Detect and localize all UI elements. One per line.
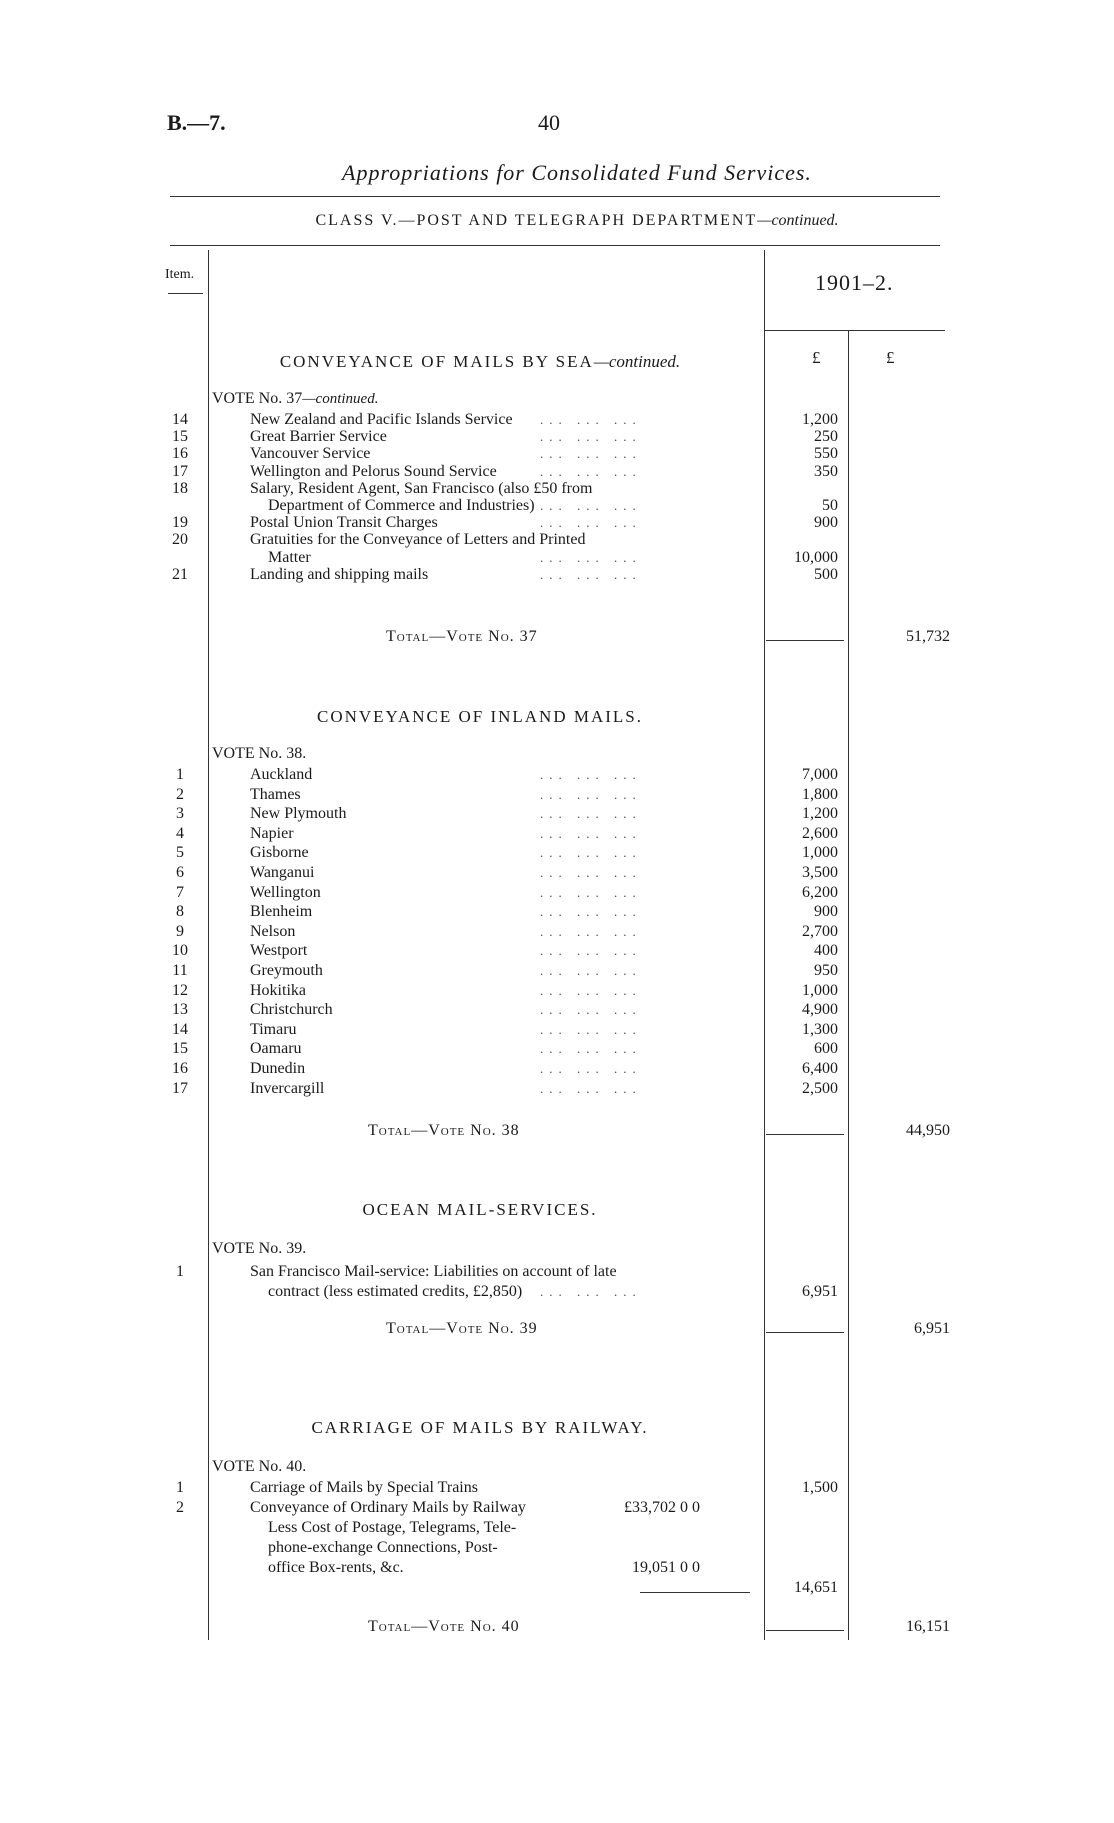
table-row xyxy=(0,1538,1114,1558)
pound-sign-detail: £ xyxy=(812,348,821,367)
item-amount: 350 xyxy=(814,462,838,480)
item-description: Postal Union Transit Charges xyxy=(250,514,438,532)
item-description: New Zealand and Pacific Islands Service xyxy=(250,411,513,428)
sub-amount: 19,051 0 0 xyxy=(632,1559,700,1576)
vote-37-text: VOTE No. 37 xyxy=(212,390,303,407)
item-amount: 1,300 xyxy=(802,1020,838,1038)
item-description: Less Cost of Postage, Telegrams, Tele- xyxy=(268,1519,517,1536)
table-row xyxy=(0,1000,1114,1020)
item-description: Vancouver Service xyxy=(250,445,371,463)
item-description: Greymouth xyxy=(250,962,323,979)
year-rule xyxy=(765,330,945,331)
table-row xyxy=(0,961,1114,981)
leader-dots: ... ... ... xyxy=(540,1080,642,1096)
item-number: 17 xyxy=(172,462,188,480)
table-row xyxy=(0,1498,1114,1518)
leader-dots: ... ... ... xyxy=(540,923,642,939)
item-amount: 1,000 xyxy=(802,844,838,862)
table-row xyxy=(0,941,1114,961)
item-description: Wanganui xyxy=(250,864,315,881)
leader-dots: ... ... ... xyxy=(540,865,642,880)
item-number: 20 xyxy=(172,531,188,549)
item-description: Oamaru xyxy=(250,1040,302,1058)
item-number: 6 xyxy=(176,864,184,881)
item-amount: 1,800 xyxy=(802,785,838,803)
vote-37-continued: —continued. xyxy=(302,391,379,407)
leader-dots: ... ... ... xyxy=(540,463,642,479)
table-row xyxy=(0,1079,1114,1099)
item-description: Wellington and Pelorus Sound Service xyxy=(250,462,497,480)
page-number: 40 xyxy=(538,110,560,135)
item-amount: 250 xyxy=(814,428,838,446)
leader-dots: ... ... ... xyxy=(540,884,642,900)
section-title-railway: CARRIAGE OF MAILS BY RAILWAY. xyxy=(311,1418,649,1437)
item-number: 3 xyxy=(176,805,184,823)
item-description: Christchurch xyxy=(250,1001,333,1019)
leader-dots: ... ... ... xyxy=(540,845,642,861)
item-underline xyxy=(168,293,203,294)
item-description: Thames xyxy=(250,785,301,803)
item-number: 9 xyxy=(176,922,184,940)
vote-40-total-rule xyxy=(766,1630,844,1631)
table-row xyxy=(0,1020,1114,1040)
section-title-inland: CONVEYANCE OF INLAND MAILS. xyxy=(317,707,643,726)
item-amount: 900 xyxy=(814,903,838,921)
leader-dots: ... ... ... xyxy=(540,429,642,445)
section-title-ocean: OCEAN MAIL-SERVICES. xyxy=(362,1200,598,1219)
vote-37-total-label-text: Total—Vote No. 37 xyxy=(386,628,538,645)
item-description: contract (less estimated credits, £2,850) xyxy=(268,1283,523,1300)
item-description: Department of Commerce and Industries) xyxy=(268,497,535,514)
item-amount: 2,500 xyxy=(802,1079,838,1097)
item-description: Auckland xyxy=(250,766,313,783)
item-amount: 1,200 xyxy=(802,411,838,428)
leader-dots: ... ... ... xyxy=(540,1021,642,1037)
table-row xyxy=(0,1558,1114,1578)
item-amount: 2,600 xyxy=(802,824,838,842)
header-rule xyxy=(170,245,940,246)
item-description: Wellington xyxy=(250,883,321,901)
table-row xyxy=(0,1262,1114,1282)
item-number: 5 xyxy=(176,844,184,862)
leader-dots: ... ... ... xyxy=(540,904,642,920)
item-number: 8 xyxy=(176,903,184,921)
sub-amount: £33,702 0 0 xyxy=(624,1499,700,1516)
item-description: New Plymouth xyxy=(250,805,347,823)
vote-40-total-label-text: Total—Vote No. 40 xyxy=(368,1618,520,1635)
item-description: Invercargill xyxy=(250,1079,325,1097)
item-amount: 6,400 xyxy=(802,1060,838,1077)
item-description: Westport xyxy=(250,942,308,960)
item-number: 14 xyxy=(172,1020,188,1038)
vote-39-label: VOTE No. 39. xyxy=(212,1240,307,1257)
vote-38-total-amount: 44,950 xyxy=(906,1122,950,1139)
item-amount: 950 xyxy=(814,962,838,979)
class-heading-continued: —continued. xyxy=(757,212,839,229)
item-number: 16 xyxy=(172,1060,188,1077)
leader-dots: ... ... ... xyxy=(540,806,642,822)
item-number: 16 xyxy=(172,445,188,463)
leader-dots: ... ... ... xyxy=(540,982,642,998)
vote-39-total-label xyxy=(386,1320,538,1338)
vote-40-total-amount: 16,151 xyxy=(906,1618,950,1635)
item-description: office Box-rents, &c. xyxy=(268,1559,404,1576)
section-title-sea-continued: —continued. xyxy=(593,352,681,371)
page-title: Appropriations for Consolidated Fund Services. xyxy=(342,160,812,185)
leader-dots: ... ... ... xyxy=(540,549,642,565)
table-row xyxy=(0,883,1114,903)
year-column-header: 1901–2. xyxy=(815,270,894,295)
item-amount: 400 xyxy=(814,942,838,960)
table-row xyxy=(0,843,1114,863)
class-heading-text: CLASS V.—POST AND TELEGRAPH DEPARTMENT xyxy=(315,212,758,229)
document-reference: B.—7. xyxy=(167,110,226,135)
pound-sign-total: £ xyxy=(886,348,895,367)
item-description: Matter xyxy=(268,548,311,566)
vote-37-total-label xyxy=(386,628,538,646)
item-amount: 900 xyxy=(814,514,838,532)
leader-dots: ... ... ... xyxy=(540,498,642,513)
table-row xyxy=(0,1478,1114,1498)
title-rule xyxy=(170,196,940,197)
item-number: 2 xyxy=(176,1499,184,1516)
table-row xyxy=(0,785,1114,805)
leader-dots: ... ... ... xyxy=(540,767,642,782)
table-row xyxy=(0,981,1114,1001)
item-amount: 6,951 xyxy=(802,1283,838,1300)
item-amount: 7,000 xyxy=(802,766,838,783)
item-description: Napier xyxy=(250,824,294,842)
item-description: San Francisco Mail-service: Liabilities on account of late xyxy=(250,1263,617,1280)
leader-dots: ... ... ... xyxy=(540,412,642,427)
table-row xyxy=(0,804,1114,824)
table-row xyxy=(0,765,1114,785)
item-number: 21 xyxy=(172,565,188,583)
class-heading xyxy=(0,212,1114,230)
item-number: 15 xyxy=(172,1040,188,1058)
leader-dots: ... ... ... xyxy=(540,1061,642,1076)
vote-40-label: VOTE No. 40. xyxy=(212,1458,307,1475)
table-row xyxy=(0,863,1114,883)
table-row xyxy=(0,565,1114,585)
item-description: Gratuities for the Conveyance of Letters and Printed xyxy=(250,531,586,549)
item-description: phone-exchange Connections, Post- xyxy=(268,1539,498,1556)
item-number: 1 xyxy=(176,1263,184,1280)
item-amount: 1,500 xyxy=(802,1479,838,1496)
item-amount: 2,700 xyxy=(802,922,838,940)
table-row xyxy=(0,1518,1114,1538)
item-number: 2 xyxy=(176,785,184,803)
item-amount: 50 xyxy=(822,497,838,514)
item-description: Great Barrier Service xyxy=(250,428,387,446)
table-row xyxy=(0,824,1114,844)
vote-37-total-amount: 51,732 xyxy=(906,628,950,645)
item-number: 12 xyxy=(172,981,188,999)
item-amount: 3,500 xyxy=(802,864,838,881)
table-row xyxy=(0,1059,1114,1079)
item-amount: 1,000 xyxy=(802,981,838,999)
leader-dots: ... ... ... xyxy=(540,1284,642,1299)
table-row xyxy=(0,1039,1114,1059)
vote-39-total-rule xyxy=(766,1332,844,1333)
leader-dots: ... ... ... xyxy=(540,825,642,841)
item-number: 4 xyxy=(176,824,184,842)
item-amount: 14,651 xyxy=(794,1579,838,1596)
vote-37-label xyxy=(212,390,378,408)
item-description: Dunedin xyxy=(250,1060,306,1077)
item-number: 1 xyxy=(176,1479,184,1496)
vote-38-total-label-text: Total—Vote No. 38 xyxy=(368,1122,520,1139)
item-number: 13 xyxy=(172,1001,188,1019)
leader-dots: ... ... ... xyxy=(540,943,642,959)
leader-dots: ... ... ... xyxy=(540,786,642,802)
item-number: 11 xyxy=(172,962,188,979)
leader-dots: ... ... ... xyxy=(540,1002,642,1018)
item-number: 14 xyxy=(172,411,188,428)
item-amount: 600 xyxy=(814,1040,838,1058)
item-description: Nelson xyxy=(250,922,296,940)
item-number: 18 xyxy=(172,479,188,497)
item-amount: 1,200 xyxy=(802,805,838,823)
leader-dots: ... ... ... xyxy=(540,446,642,462)
item-description: Salary, Resident Agent, San Francisco (also £50 from xyxy=(250,479,593,497)
leader-dots: ... ... ... xyxy=(540,515,642,531)
item-amount: 4,900 xyxy=(802,1001,838,1019)
item-amount: 10,000 xyxy=(794,548,838,566)
item-number: 1 xyxy=(176,766,184,783)
item-column-header: Item. xyxy=(165,267,195,282)
vote-38-total-label xyxy=(368,1122,520,1140)
leader-dots: ... ... ... xyxy=(540,566,642,582)
table-row xyxy=(0,1578,1114,1598)
section-title-sea-text: CONVEYANCE OF MAILS BY SEA xyxy=(279,352,594,371)
item-amount: 550 xyxy=(814,445,838,463)
vote-39-total-amount: 6,951 xyxy=(914,1320,950,1337)
table-row xyxy=(0,1282,1114,1302)
vote-40-total-label xyxy=(368,1618,520,1636)
item-description: Landing and shipping mails xyxy=(250,565,429,583)
item-number: 19 xyxy=(172,514,188,532)
item-description: Carriage of Mails by Special Trains xyxy=(250,1479,478,1496)
item-number: 7 xyxy=(176,883,184,901)
item-amount: 500 xyxy=(814,565,838,583)
item-number: 17 xyxy=(172,1079,188,1097)
item-amount: 6,200 xyxy=(802,883,838,901)
item-number: 15 xyxy=(172,428,188,446)
item-description: Blenheim xyxy=(250,903,313,921)
vote-39-total-label-text: Total—Vote No. 39 xyxy=(386,1320,538,1337)
item-description: Gisborne xyxy=(250,844,309,862)
leader-dots: ... ... ... xyxy=(540,963,642,978)
item-description: Timaru xyxy=(250,1020,297,1038)
item-description: Conveyance of Ordinary Mails by Railway xyxy=(250,1499,526,1516)
vote-40-subtotal-rule xyxy=(640,1592,750,1593)
table-row xyxy=(0,902,1114,922)
table-row xyxy=(0,922,1114,942)
item-number: 10 xyxy=(172,942,188,960)
leader-dots: ... ... ... xyxy=(540,1041,642,1057)
vote-37-total-rule xyxy=(766,640,844,641)
section-title-sea xyxy=(200,352,760,372)
item-description: Hokitika xyxy=(250,981,306,999)
vote-38-total-rule xyxy=(766,1134,844,1135)
vote-38-label: VOTE No. 38. xyxy=(212,745,307,762)
